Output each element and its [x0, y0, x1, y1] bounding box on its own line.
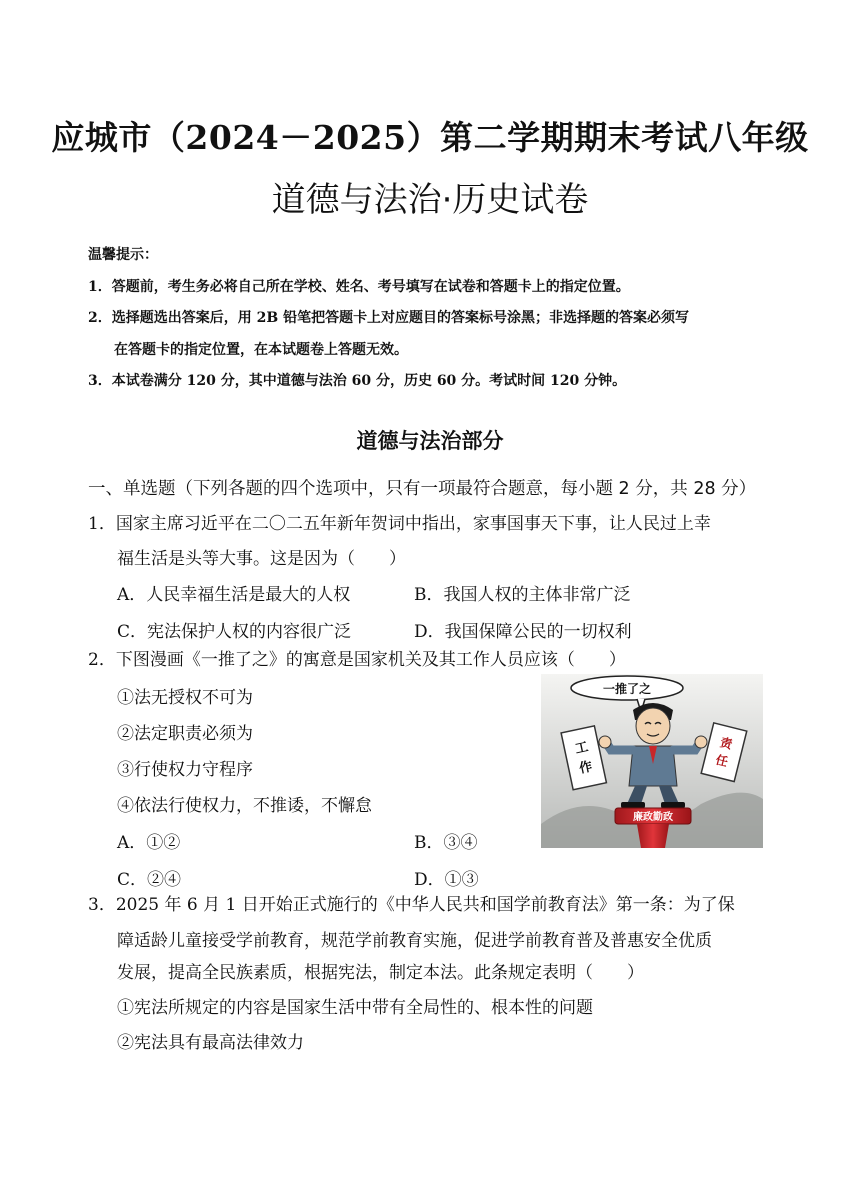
paper-right-char-2: 任	[714, 752, 730, 770]
q1-option-c: C．宪法保护人权的内容很广泛	[117, 622, 352, 642]
tip-item-3: 3．本试卷满分 120 分，其中道德与法治 60 分，历史 60 分。考试时间 120 分钟。	[88, 373, 627, 389]
pedestal-column	[637, 824, 669, 848]
q2-statement-1: ①法无授权不可为	[117, 688, 253, 708]
exam-subtitle: 道德与法治·历史试卷	[271, 180, 589, 220]
paper-left-char-2: 作	[578, 759, 594, 777]
q3-stem-line2: 障适龄儿童接受学前教育，规范学前教育实施，促进学前教育普及普惠安全优质	[117, 931, 712, 951]
q1-stem-line2: 福生活是头等大事。这是因为（ ）	[117, 549, 406, 569]
bubble-text: 一推了之	[602, 682, 652, 696]
paper-right-char-1: 责	[718, 735, 734, 752]
q1-option-b: B．我国人权的主体非常广泛	[414, 585, 631, 605]
q2-stem: 2．下图漫画《一推了之》的寓意是国家机关及其工作人员应该（ ）	[88, 650, 626, 670]
paper-left-char-1: 工	[573, 739, 590, 758]
q3-statement-1: ①宪法所规定的内容是国家生活中带有全局性的、根本性的问题	[117, 998, 593, 1018]
tips-heading: 温馨提示：	[88, 247, 158, 263]
q2-statement-4: ④依法行使权力，不推诿，不懈怠	[117, 796, 372, 816]
part-heading: 一、单选题（下列各题的四个选项中，只有一项最符合题意，每小题 2 分，共 28 分）	[88, 479, 757, 499]
section-title: 道德与法治部分	[356, 429, 504, 453]
q2-option-b: B．③④	[414, 833, 478, 853]
q2-option-a: A．①②	[117, 833, 181, 853]
cartoon-illustration	[541, 674, 763, 848]
tip-item-2-cont: 在答题卡的指定位置，在本试题卷上答题无效。	[114, 342, 408, 358]
tip-item-1: 1．答题前，考生务必将自己所在学校、姓名、考号填写在试卷和答题卡上的指定位置。	[88, 279, 630, 295]
pedestal-text: 廉政勤政	[633, 812, 673, 823]
q1-option-d: D．我国保障公民的一切权利	[414, 622, 632, 642]
q3-stem-line3: 发展，提高全民族素质，根据宪法，制定本法。此条规定表明（ ）	[117, 963, 644, 983]
q2-statement-2: ②法定职责必须为	[117, 724, 253, 744]
q3-stem-line1: 3．2025 年 6 月 1 日开始正式施行的《中华人民共和国学前教育法》第一条：为了保	[88, 895, 735, 915]
q2-option-d: D．①③	[414, 870, 479, 890]
q2-statement-3: ③行使权力守程序	[117, 760, 253, 780]
q3-statement-2: ②宪法具有最高法律效力	[117, 1033, 304, 1053]
tip-item-2: 2．选择题选出答案后，用 2B 铅笔把答题卡上对应题目的答案标号涂黑；非选择题的答案必须写	[88, 310, 690, 326]
q2-option-c: C．②④	[117, 870, 182, 890]
q1-stem-line1: 1．国家主席习近平在二〇二五年新年贺词中指出，家事国事天下事，让人民过上幸	[88, 514, 711, 534]
exam-title: 应城市（2024－2025）第二学期期末考试八年级	[51, 118, 809, 157]
q1-option-a: A．人民幸福生活是最大的人权	[117, 585, 351, 605]
